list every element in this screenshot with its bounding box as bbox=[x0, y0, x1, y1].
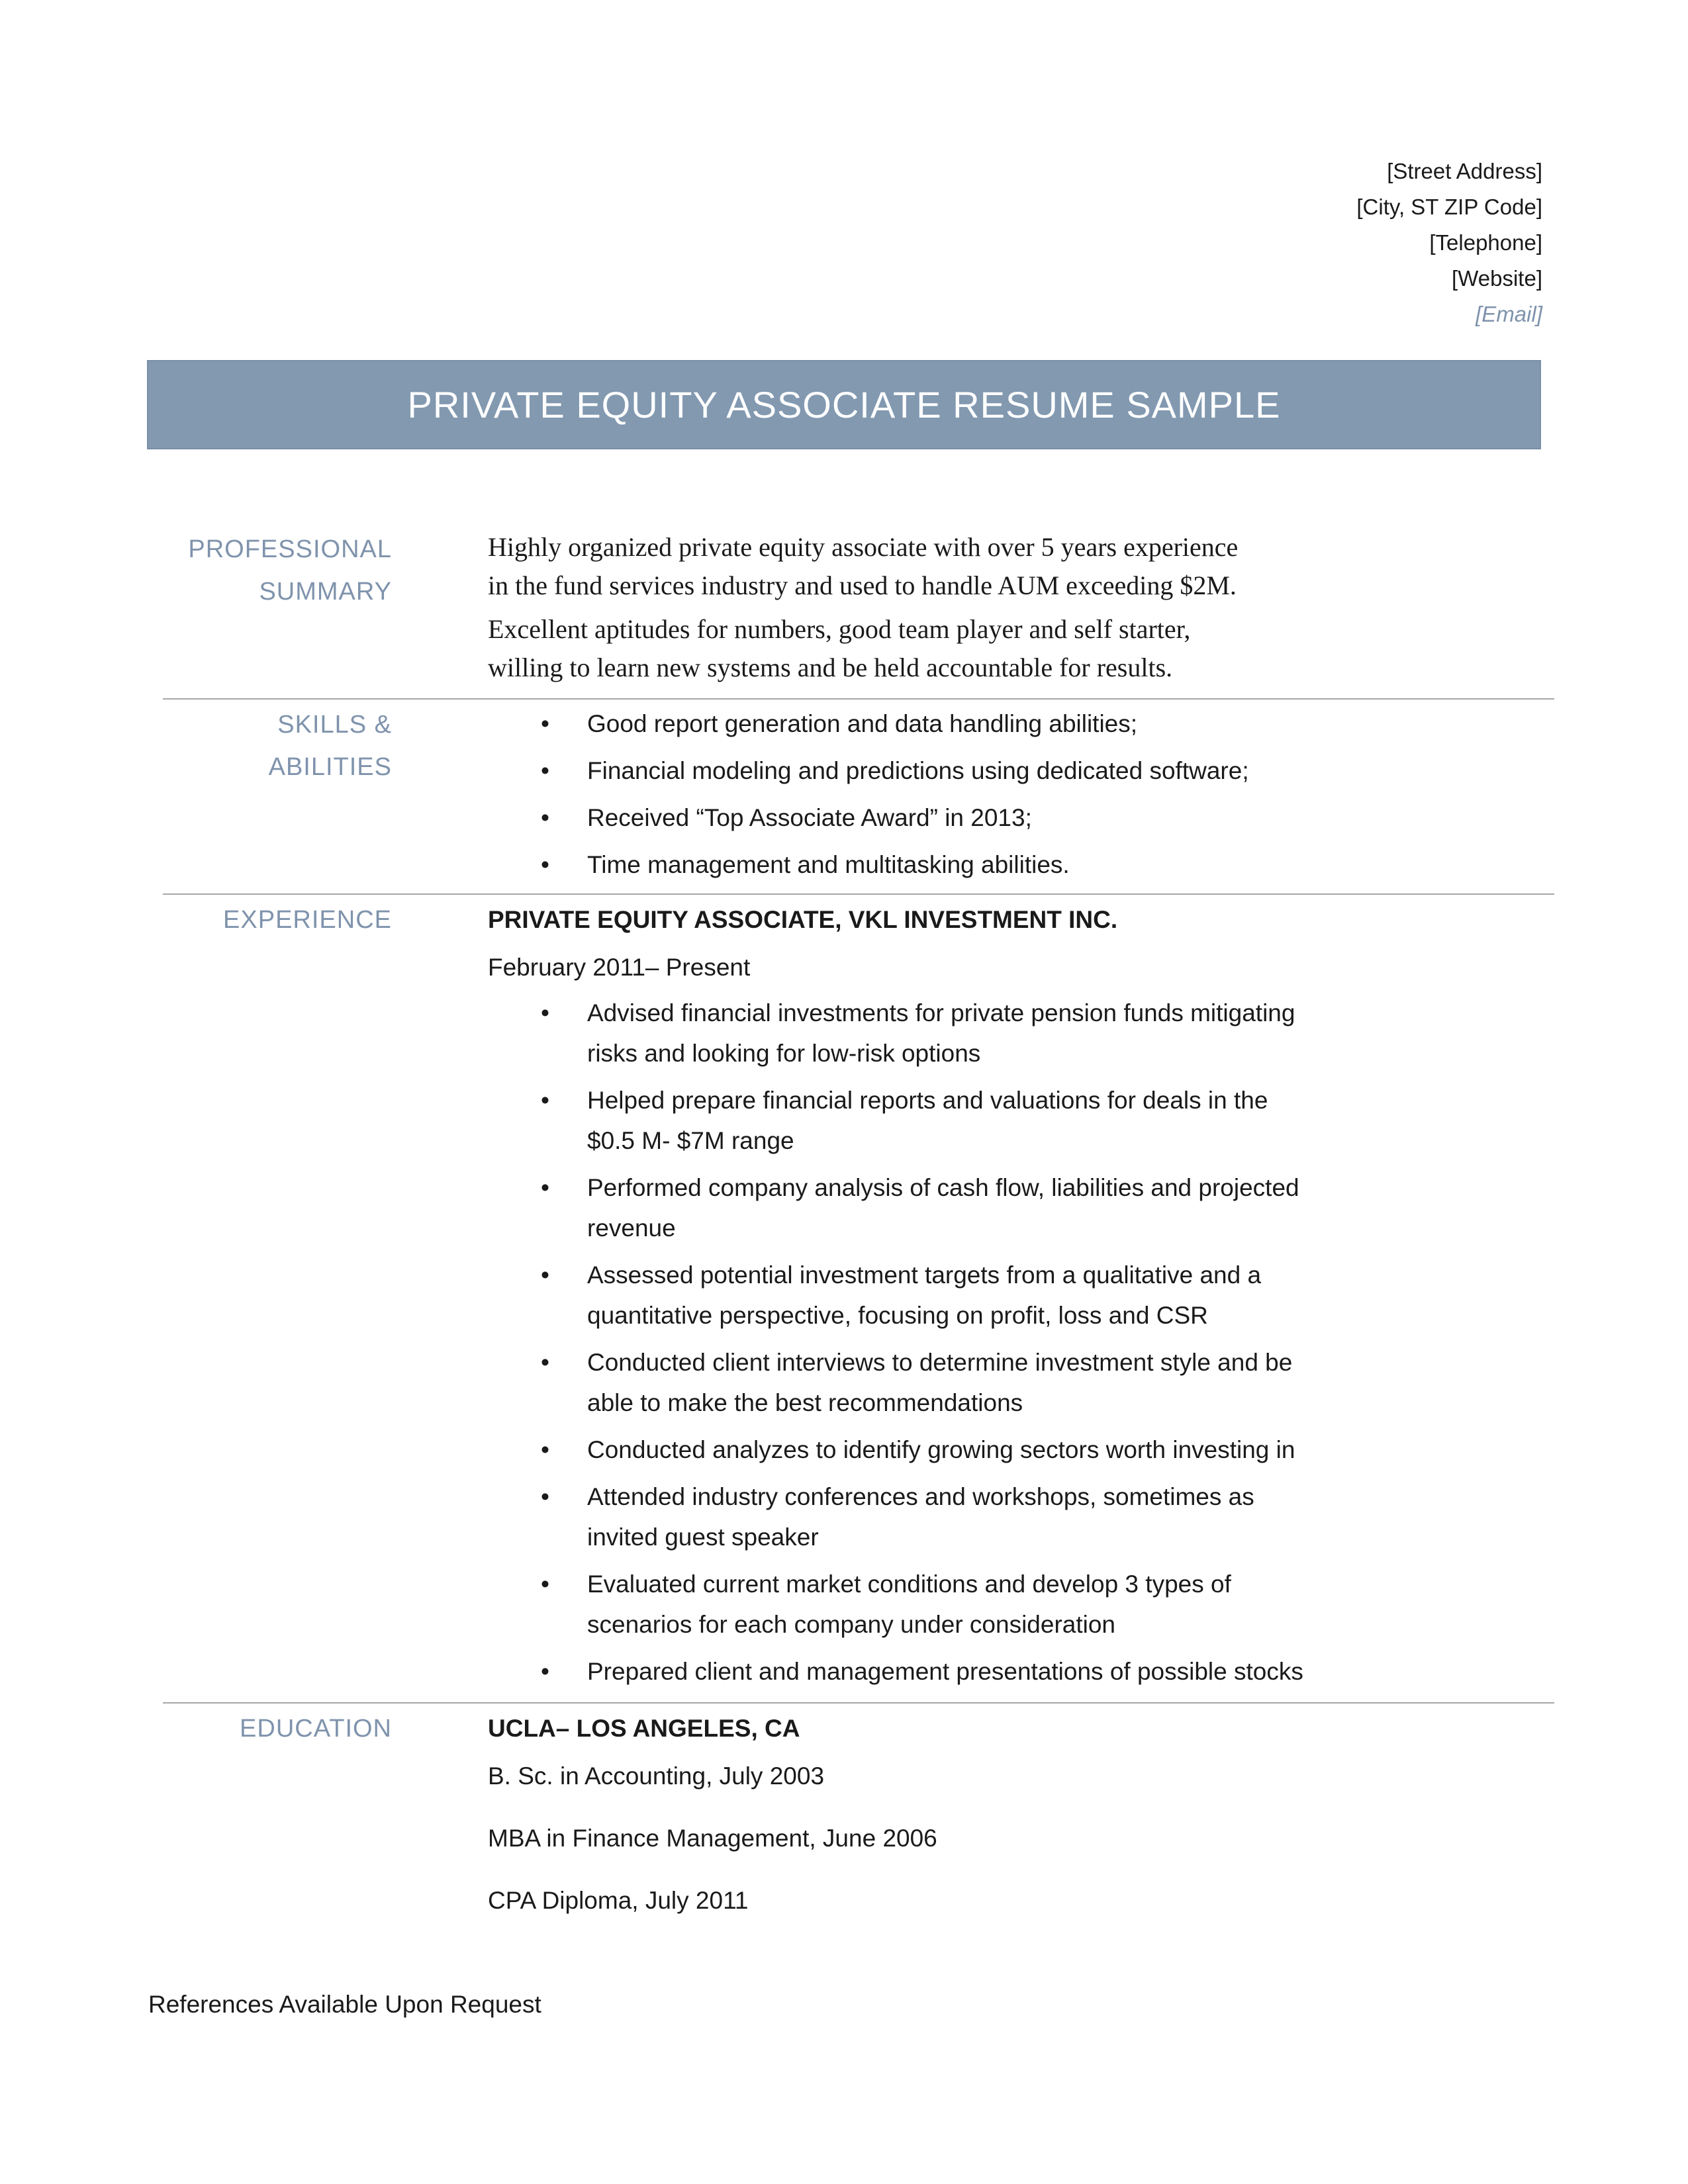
skills-list bbox=[488, 704, 1401, 885]
list-item bbox=[488, 1430, 1401, 1470]
summary-label-line2: SUMMARY bbox=[259, 578, 392, 606]
divider bbox=[163, 1702, 1554, 1704]
experience-section bbox=[163, 899, 1554, 1693]
item-line: able to make the best recommendations bbox=[587, 1389, 1023, 1416]
degree-line: CPA Diploma, July 2011 bbox=[488, 1887, 749, 1914]
email: [Email] bbox=[1476, 302, 1542, 326]
summary-p1-line1: Highly organized private equity associate with over 5 years experience bbox=[488, 532, 1239, 562]
skills-content bbox=[488, 704, 1401, 891]
street-address: [Street Address] bbox=[1387, 159, 1542, 183]
item-line: Attended industry conferences and workshops, sometimes as bbox=[587, 1483, 1254, 1510]
references-note: References Available Upon Request bbox=[148, 1991, 541, 2018]
bullet-icon: • bbox=[541, 1483, 549, 1510]
bullet-icon: • bbox=[541, 1174, 549, 1201]
item-line: risks and looking for low-risk options bbox=[587, 1040, 981, 1067]
list-item bbox=[488, 1651, 1401, 1692]
education-content bbox=[488, 1707, 1401, 1942]
item-line: Conducted analyzes to identify growing sectors worth investing in bbox=[587, 1436, 1295, 1463]
item-line: scenarios for each company under consideration bbox=[587, 1611, 1116, 1638]
summary-label-line1: PROFESSIONAL bbox=[188, 535, 392, 563]
list-item bbox=[488, 704, 1401, 744]
divider bbox=[163, 698, 1554, 700]
list-item bbox=[488, 1342, 1401, 1423]
item-line: invited guest speaker bbox=[587, 1524, 819, 1551]
summary-paragraph-2 bbox=[488, 610, 1401, 687]
summary-p2-line1: Excellent aptitudes for numbers, good team player and self starter, bbox=[488, 614, 1191, 644]
bullet-icon: • bbox=[541, 1658, 549, 1685]
summary-p1-line2: in the fund services industry and used to handle AUM exceeding $2M. bbox=[488, 570, 1237, 600]
education-section bbox=[163, 1707, 1554, 1933]
summary-p2-line2: willing to learn new systems and be held accountable for results. bbox=[488, 653, 1173, 682]
item-line: Conducted client interviews to determine investment style and be bbox=[587, 1349, 1293, 1376]
bullet-icon: • bbox=[541, 999, 549, 1026]
item-line: Evaluated current market conditions and develop 3 types of bbox=[587, 1570, 1231, 1598]
experience-list bbox=[488, 993, 1401, 1692]
item-line: $0.5 M- $7M range bbox=[587, 1127, 794, 1154]
job-dates: February 2011– Present bbox=[488, 954, 751, 981]
item-line: revenue bbox=[587, 1214, 676, 1242]
list-item bbox=[488, 844, 1401, 885]
list-item bbox=[488, 1564, 1401, 1645]
telephone: [Telephone] bbox=[1429, 230, 1542, 255]
bullet-icon: • bbox=[541, 1570, 549, 1598]
summary-paragraph-1 bbox=[488, 528, 1401, 605]
bullet-icon: • bbox=[541, 851, 549, 878]
bullet-icon: • bbox=[541, 710, 549, 737]
skills-section bbox=[163, 704, 1554, 889]
list-item bbox=[488, 1255, 1401, 1336]
contact-block bbox=[1356, 154, 1542, 332]
divider bbox=[163, 893, 1554, 895]
item-line: Advised financial investments for private pension funds mitigating bbox=[587, 999, 1295, 1026]
website: [Website] bbox=[1452, 266, 1542, 291]
item-line: Prepared client and management presentations of possible stocks bbox=[587, 1658, 1303, 1685]
bullet-icon: • bbox=[541, 1436, 549, 1463]
skill-text: Time management and multitasking abilities. bbox=[587, 851, 1070, 878]
education-label: EDUCATION bbox=[240, 1715, 392, 1743]
city-state-zip: [City, ST ZIP Code] bbox=[1356, 195, 1542, 219]
bullet-icon: • bbox=[541, 1087, 549, 1114]
degree-line: MBA in Finance Management, June 2006 bbox=[488, 1825, 937, 1852]
list-item bbox=[488, 1477, 1401, 1557]
school-name: UCLA– LOS ANGELES, CA bbox=[488, 1715, 800, 1742]
bullet-icon: • bbox=[541, 1349, 549, 1376]
summary-text bbox=[488, 528, 1401, 692]
list-item bbox=[488, 1080, 1401, 1161]
item-line: quantitative perspective, focusing on profit, loss and CSR bbox=[587, 1302, 1208, 1329]
list-item bbox=[488, 993, 1401, 1073]
summary-section bbox=[163, 528, 1554, 694]
list-item bbox=[488, 797, 1401, 838]
skills-label: SKILLS & ABILITIES bbox=[268, 711, 392, 781]
list-item bbox=[488, 1167, 1401, 1248]
experience-label: EXPERIENCE bbox=[223, 906, 392, 934]
bullet-icon: • bbox=[541, 804, 549, 831]
degree-line: B. Sc. in Accounting, July 2003 bbox=[488, 1762, 825, 1790]
skill-text: Good report generation and data handling abilities; bbox=[587, 710, 1138, 737]
bullet-icon: • bbox=[541, 1261, 549, 1289]
experience-content bbox=[488, 899, 1401, 1698]
item-line: Assessed potential investment targets from a qualitative and a bbox=[587, 1261, 1262, 1289]
page-title: PRIVATE EQUITY ASSOCIATE RESUME SAMPLE bbox=[407, 384, 1281, 426]
summary-label bbox=[163, 528, 392, 613]
skill-text: Received “Top Associate Award” in 2013; bbox=[587, 804, 1032, 831]
item-line: Helped prepare financial reports and valuations for deals in the bbox=[587, 1087, 1268, 1114]
job-title: PRIVATE EQUITY ASSOCIATE, VKL INVESTMENT INC. bbox=[488, 906, 1118, 933]
item-line: Performed company analysis of cash flow, liabilities and projected bbox=[587, 1174, 1299, 1201]
title-banner bbox=[147, 360, 1541, 449]
bullet-icon: • bbox=[541, 757, 549, 784]
skill-text: Financial modeling and predictions using dedicated software; bbox=[587, 757, 1249, 784]
list-item bbox=[488, 751, 1401, 791]
